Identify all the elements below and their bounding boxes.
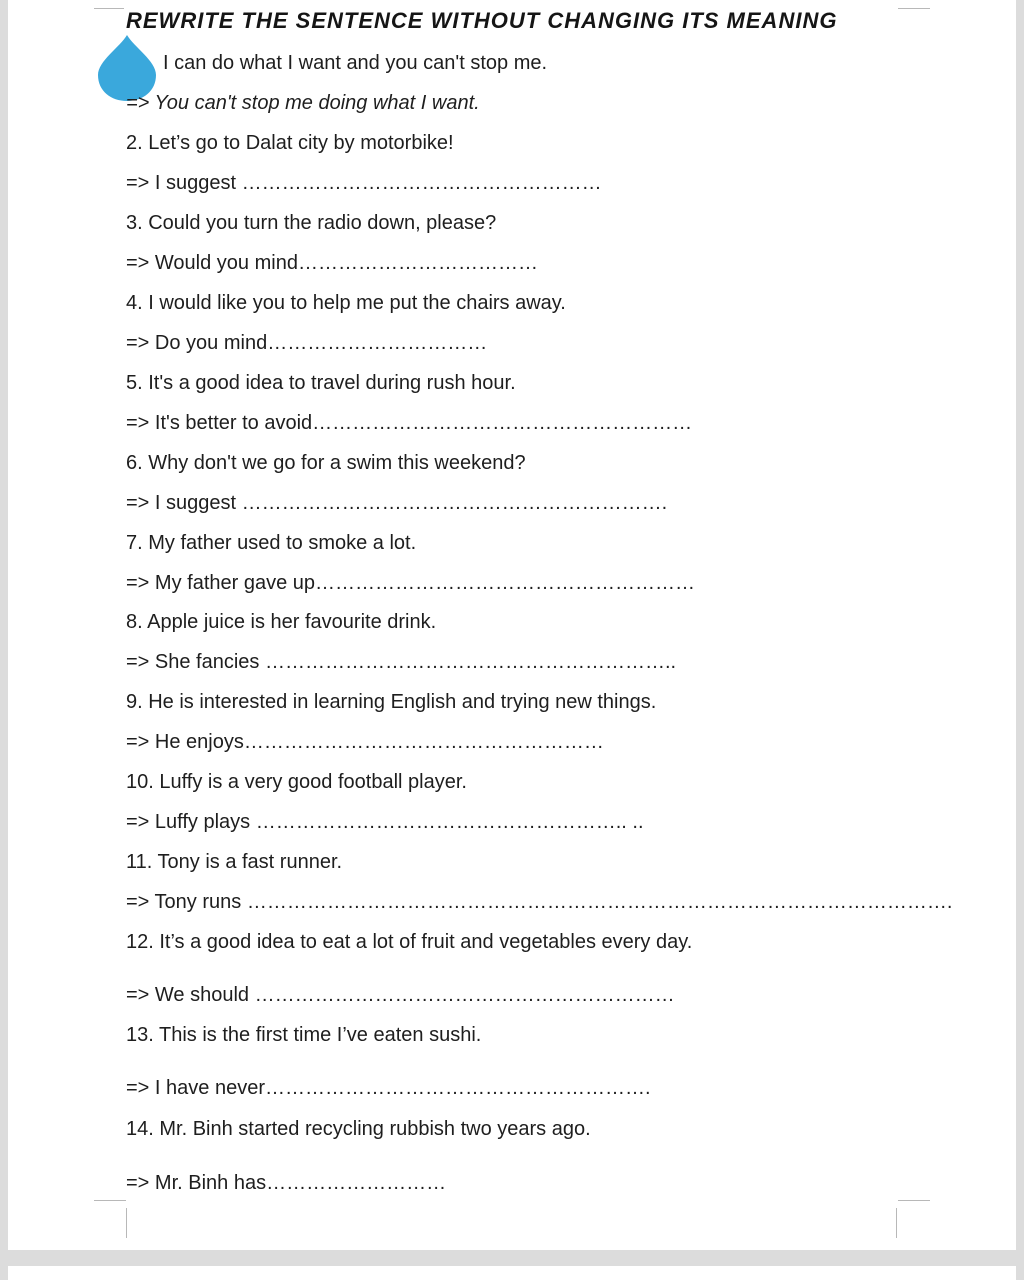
answer-3: => Would you mind……………………………… (126, 252, 538, 274)
question-6: 6. Why don't we go for a swim this weekend? (126, 452, 526, 474)
answer-2: => I suggest ……………………………………………… (126, 172, 602, 194)
question-4: 4. I would like you to help me put the chairs away. (126, 292, 566, 314)
next-page-edge (8, 1266, 1016, 1280)
answer-12: => We should ……………………………………………………… (126, 984, 675, 1006)
answer-5: => It's better to avoid………………………………………………… (126, 412, 693, 434)
answer-8: => She fancies …………………………………………………….. (126, 651, 677, 673)
question-14: 14. Mr. Binh started recycling rubbish two years ago. (126, 1118, 591, 1140)
crop-mark-top-right (898, 8, 930, 9)
answer-6: => I suggest ………………………………………………………. (126, 492, 668, 514)
question-1: I can do what I want and you can't stop me. (163, 52, 548, 74)
answer-4: => Do you mind…………………………… (126, 332, 488, 354)
question-7: 7. My father used to smoke a lot. (126, 532, 417, 554)
question-3: 3. Could you turn the radio down, please? (126, 212, 497, 234)
question-5: 5. It's a good idea to travel during rush hour. (126, 372, 516, 394)
answer-13: => I have never…………………………………………………. (126, 1077, 651, 1099)
answer-10: => Luffy plays ……………………………………………….. .. (126, 811, 644, 833)
question-9: 9. He is interested in learning English and trying new things. (126, 691, 657, 713)
question-10: 10. Luffy is a very good football player. (126, 771, 467, 793)
answer-7: => My father gave up………………………………………………… (126, 572, 696, 594)
crop-mark-bottom-right (898, 1200, 930, 1201)
question-8: 8. Apple juice is her favourite drink. (126, 611, 437, 633)
crop-mark-bottom-right-v (896, 1208, 897, 1238)
question-12: 12. It’s a good idea to eat a lot of fruit and vegetables every day. (126, 931, 693, 953)
crop-mark-bottom-left-v (126, 1208, 127, 1238)
crop-mark-bottom-left (94, 1200, 126, 1201)
answer-11: => Tony runs ……………………………………………………………………………………………. (126, 891, 953, 913)
answer-1: => You can't stop me doing what I want. (126, 92, 480, 114)
question-2: 2. Let’s go to Dalat city by motorbike! (126, 132, 454, 154)
question-13: 13. This is the first time I’ve eaten sushi. (126, 1024, 482, 1046)
answer-14: => Mr. Binh has……………………… (126, 1172, 447, 1194)
answer-9: => He enjoys……………………………………………… (126, 731, 604, 753)
question-11: 11. Tony is a fast runner. (126, 851, 343, 873)
crop-mark-top-left (94, 8, 124, 9)
worksheet-title: REWRITE THE SENTENCE WITHOUT CHANGING ITS MEANING (126, 8, 838, 33)
